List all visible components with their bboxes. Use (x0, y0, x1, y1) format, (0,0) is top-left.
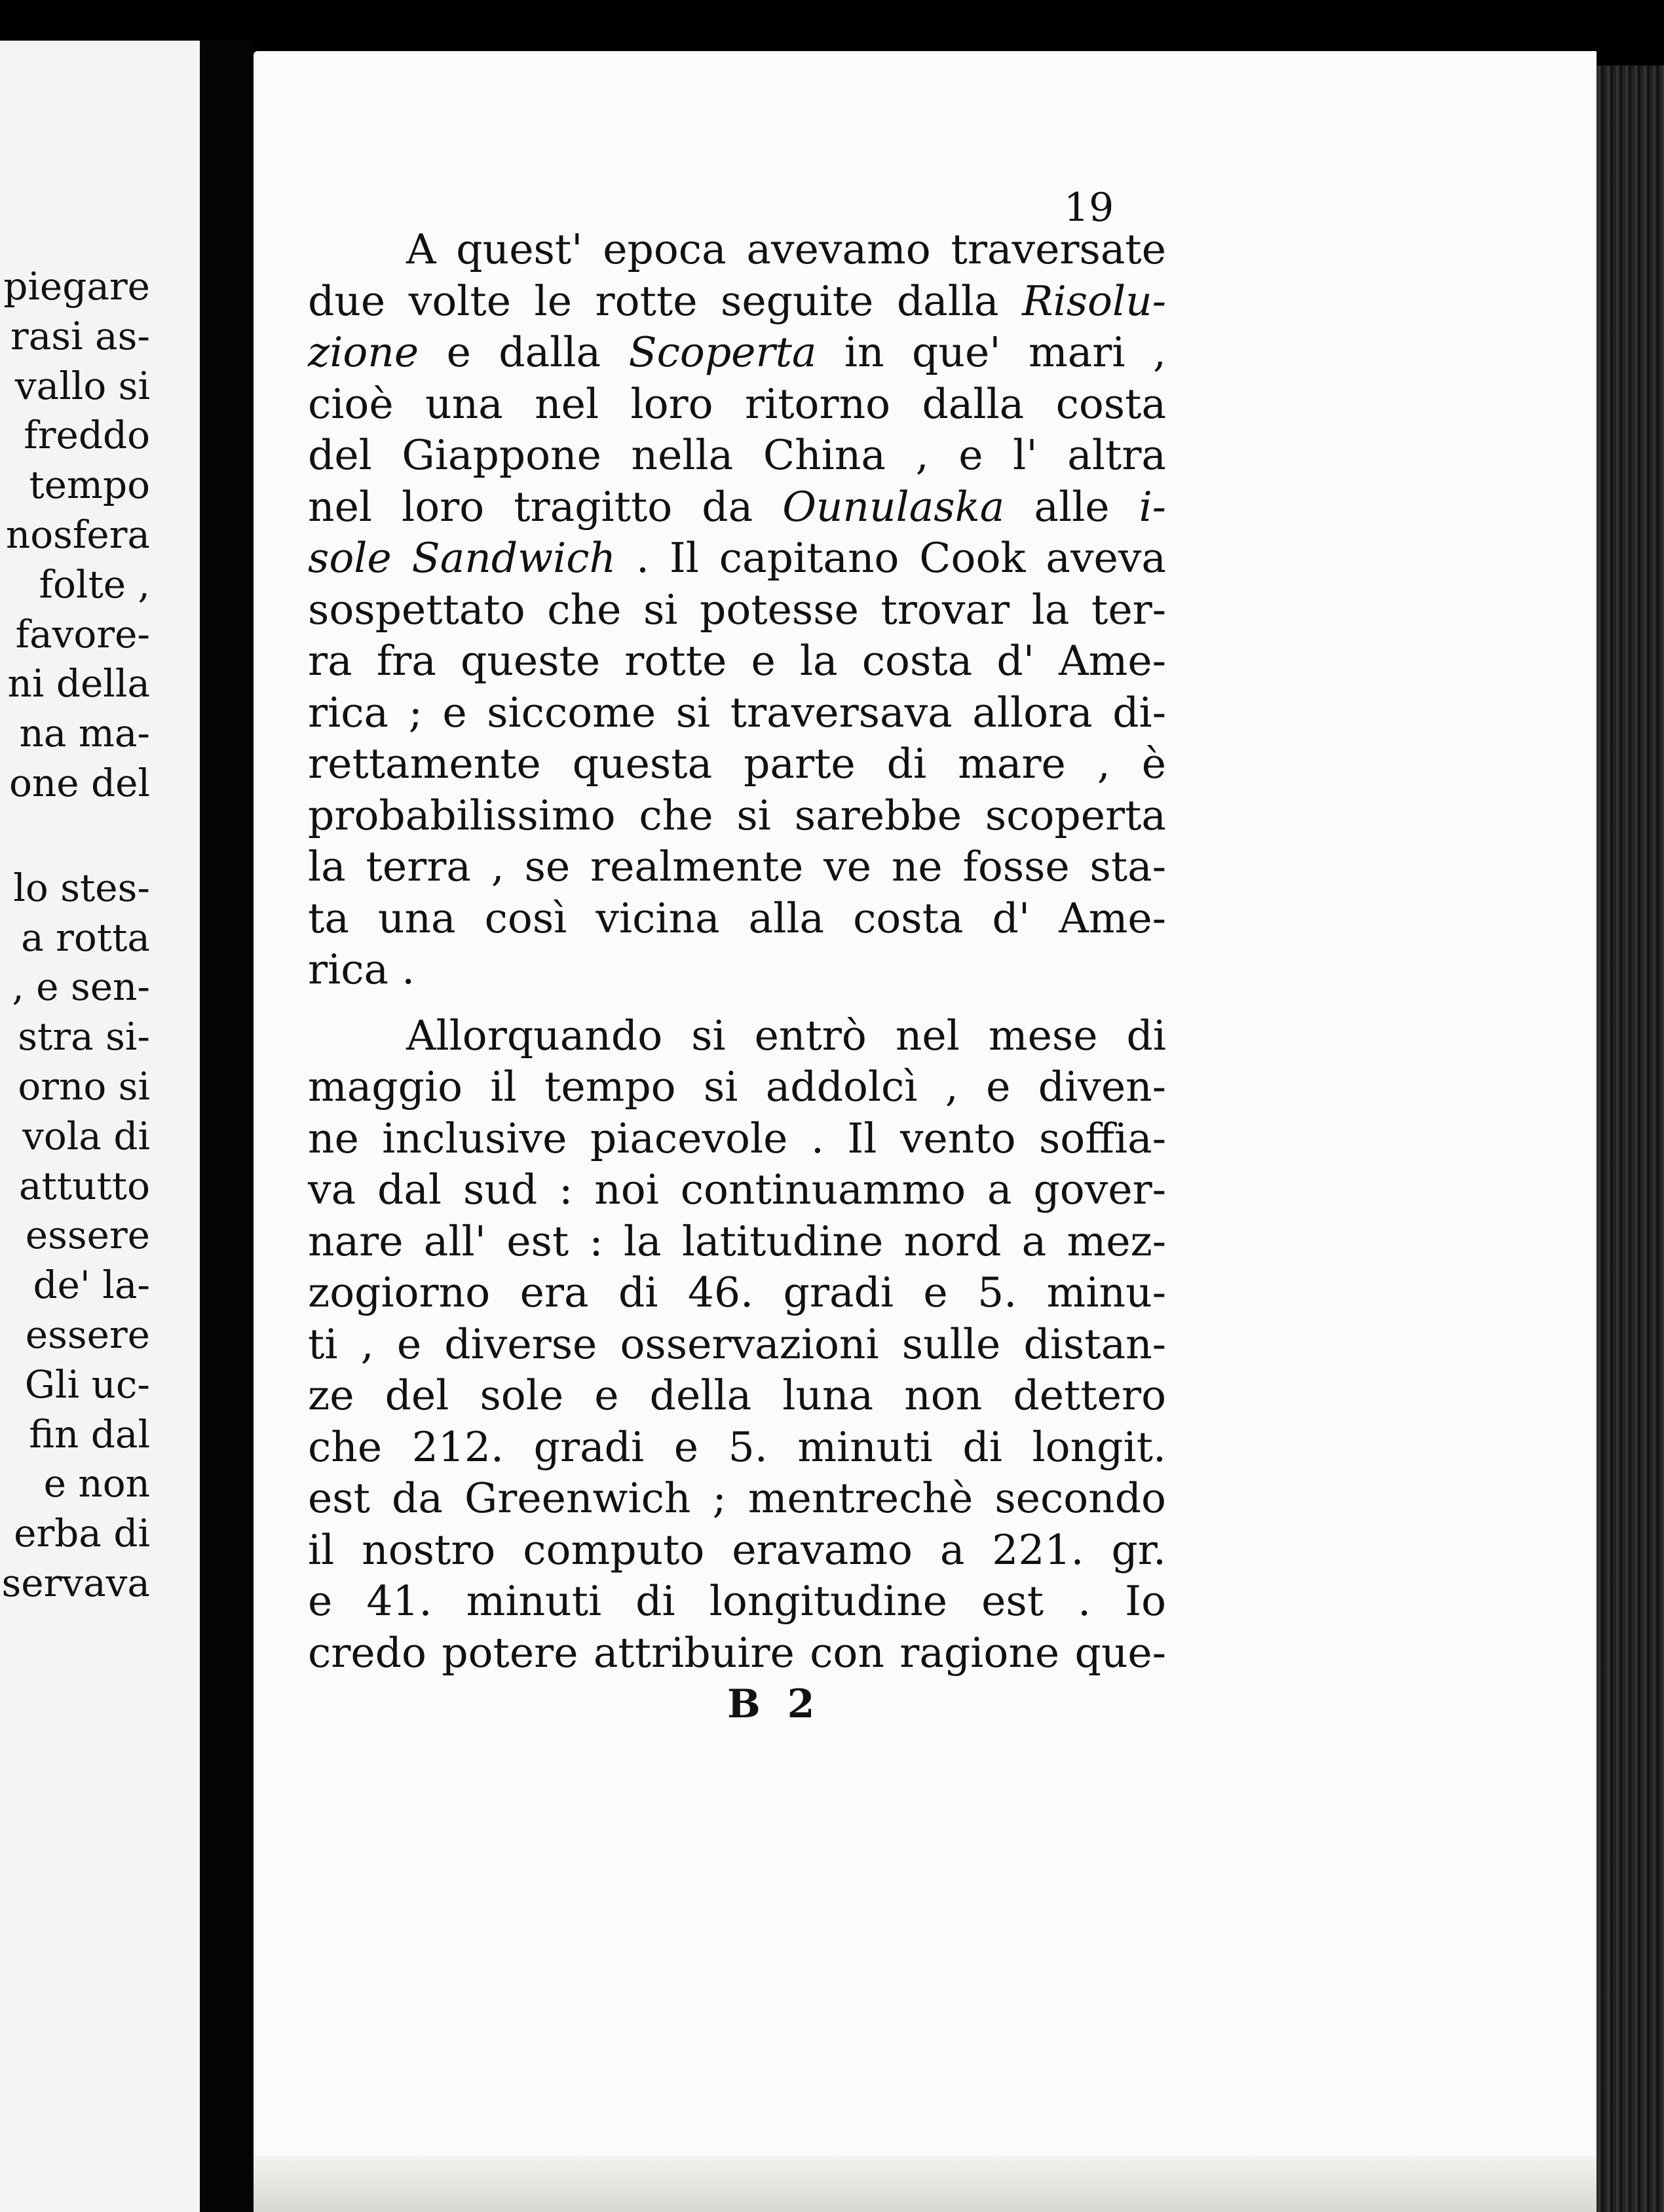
previous-page-line: na ma- (19, 711, 150, 756)
text-run: rica . (308, 945, 415, 993)
text-line (308, 1422, 1166, 1474)
text-line (308, 1216, 1166, 1268)
text-line (308, 327, 1166, 379)
text-run: la terra , se realmente ve ne fosse sta- (308, 843, 1166, 890)
text-run: maggio il tempo si addolcì , e diven- (308, 1063, 1166, 1111)
previous-page-line: orno si (18, 1063, 150, 1109)
previous-page-line: favore- (15, 611, 150, 657)
text-run: sospettato che si potesse trovar la ter- (308, 585, 1166, 634)
previous-page-line: Gli uc- (24, 1362, 150, 1407)
italic-text: zione (308, 328, 419, 376)
text-line (308, 1628, 1166, 1679)
paragraph-gap (308, 996, 1166, 1010)
previous-page-line: freddo (24, 413, 150, 458)
text-run: il nostro computo eravamo a 221. gr. (308, 1525, 1166, 1574)
text-line (308, 430, 1166, 482)
text-line (308, 1473, 1166, 1525)
previous-page-line: erba di (14, 1511, 150, 1556)
text-run: e dalla (419, 328, 629, 376)
text-run: ti , e diverse osservazioni sulle distan- (308, 1320, 1166, 1368)
text-line (308, 379, 1166, 430)
text-run: ra fra queste rotte e la costa d' Ame- (308, 637, 1166, 685)
text-line (308, 944, 1166, 996)
text-run: rettamente questa parte di mare , è (308, 740, 1166, 788)
italic-text: Scoperta (628, 328, 817, 376)
previous-page-line: fin dal (29, 1411, 150, 1457)
text-line (308, 1061, 1166, 1113)
previous-page-line: lo stes- (13, 865, 150, 910)
text-line (308, 1576, 1166, 1628)
previous-page-line: folte , (39, 562, 150, 607)
text-line (308, 533, 1166, 584)
text-run: . Il capitano Cook aveva (616, 534, 1166, 582)
previous-page-line: rasi as- (10, 313, 150, 358)
previous-page-line: stra si- (18, 1014, 150, 1059)
body-text (308, 224, 1166, 1679)
text-line (308, 584, 1166, 636)
italic-text: i- (1139, 482, 1166, 531)
text-run: cioè una nel loro ritorno dalla costa (308, 379, 1166, 428)
text-line (308, 790, 1166, 842)
previous-page-line: tempo (29, 463, 150, 508)
text-run: ta una così vicina alla costa d' Ame- (308, 894, 1166, 942)
italic-text: sole Sandwich (308, 534, 616, 582)
previous-page-line: servava (1, 1560, 150, 1605)
text-line (308, 224, 1166, 276)
text-line (308, 1164, 1166, 1216)
text-run: alle (1004, 482, 1139, 531)
previous-page-line: essere (25, 1312, 150, 1357)
italic-text: Risolu- (1022, 276, 1166, 325)
text-line (308, 687, 1166, 739)
text-line (308, 1525, 1166, 1576)
text-run: credo potere attribuire con ragione que- (308, 1628, 1166, 1677)
previous-page (0, 41, 200, 2212)
previous-page-line: vallo si (14, 363, 150, 408)
signature-mark: B 2 (727, 1681, 822, 1727)
text-run: del Giappone nella China , e l' altra (308, 431, 1166, 479)
text-line (308, 482, 1166, 533)
previous-page-line: ni della (7, 661, 150, 706)
text-line (308, 738, 1166, 790)
text-line (308, 841, 1166, 893)
text-run: e 41. minuti di longitudine est . Io (308, 1577, 1166, 1625)
previous-page-line: vola di (22, 1113, 150, 1158)
previous-page-line: , e sen- (12, 964, 150, 1010)
previous-page-line: e non (43, 1461, 150, 1506)
text-run: rica ; e siccome si traversava allora di- (308, 688, 1166, 736)
text-run: A quest' epoca avevamo traversate (406, 225, 1166, 273)
previous-page-paragraph-gap (0, 809, 150, 864)
text-run: est da Greenwich ; mentrechè secondo (308, 1474, 1166, 1522)
text-run: va dal sud : noi continuammo a gover- (308, 1166, 1166, 1213)
text-run: che 212. gradi e 5. minuti di longit. (308, 1422, 1166, 1471)
text-run: in que' mari , (816, 328, 1166, 376)
text-line (308, 1319, 1166, 1371)
previous-page-line: essere (25, 1213, 150, 1258)
book-gutter (200, 41, 254, 2212)
previous-page-line: a rotta (21, 915, 150, 960)
text-line (308, 1113, 1166, 1165)
text-run: probabilissimo che si sarebbe scoperta (308, 791, 1166, 839)
text-run: ne inclusive piacevole . Il vento soffia- (308, 1114, 1166, 1162)
text-line (308, 636, 1166, 687)
previous-page-line: one del (9, 760, 150, 805)
previous-page-line: attutto (18, 1163, 150, 1208)
text-line (308, 893, 1166, 945)
text-line (308, 1370, 1166, 1422)
text-run: due volte le rotte seguite dalla (308, 276, 1023, 325)
text-line (308, 1267, 1166, 1319)
page-number: 19 (1064, 185, 1114, 231)
italic-text: Ounulaska (782, 482, 1005, 531)
previous-page-text (0, 262, 150, 1609)
text-run: nel loro tragitto da (308, 482, 783, 531)
text-line (308, 276, 1166, 328)
previous-page-line: piegare (3, 264, 150, 309)
text-run: zogiorno era di 46. gradi e 5. minu- (308, 1268, 1166, 1316)
page-edge (1597, 66, 1664, 2212)
previous-page-line: de' la- (33, 1263, 150, 1308)
previous-page-line: nosfera (5, 512, 150, 557)
page-bottom-edge (254, 2156, 1597, 2212)
text-run: ze del sole e della luna non dettero (308, 1371, 1166, 1419)
text-run: nare all' est : la latitudine nord a mez- (308, 1217, 1166, 1265)
text-run: Allorquando si entrò nel mese di (406, 1011, 1166, 1059)
text-line (308, 1010, 1166, 1062)
